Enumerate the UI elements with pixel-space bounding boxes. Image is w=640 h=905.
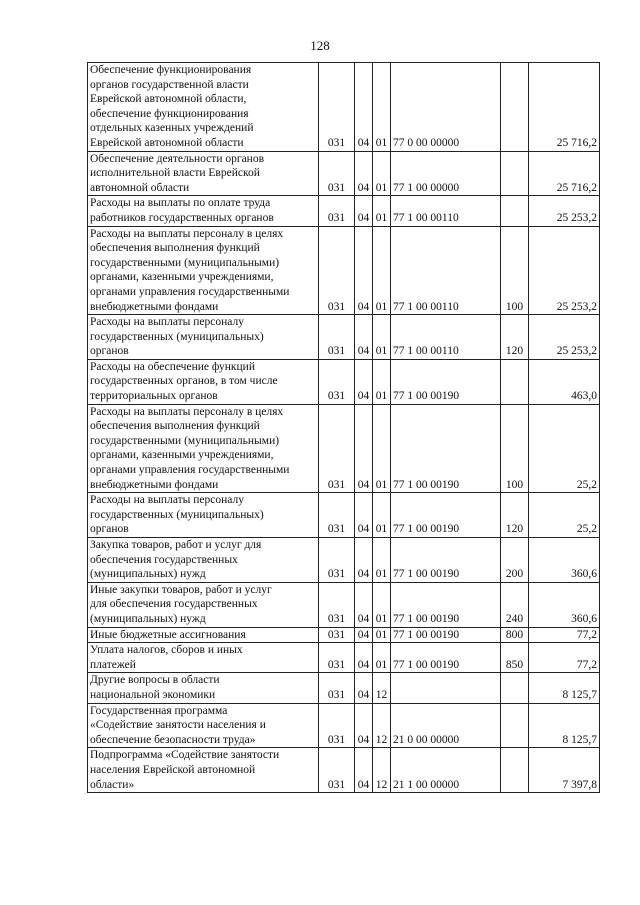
- cell-target-article: 77 1 00 00190: [391, 493, 501, 538]
- cell-target-article: 77 1 00 00190: [391, 359, 501, 404]
- cell-amount: 25 716,2: [529, 151, 600, 196]
- item-name-line: населения Еврейской автономной: [90, 763, 256, 776]
- cell-subsection: 01: [373, 627, 391, 643]
- budget-table-body: [88, 63, 600, 793]
- cell-grbs: 031: [319, 196, 355, 226]
- cell-target-article: 77 1 00 00190: [391, 627, 501, 643]
- cell-subsection: 01: [373, 538, 391, 583]
- cell-section: 04: [355, 538, 373, 583]
- item-name-line: территориальных органов: [90, 390, 218, 403]
- cell-expense-type: 850: [501, 643, 529, 673]
- item-name-line: органами, казенными учреждениями,: [90, 271, 274, 284]
- cell-target-article: 77 1 00 00190: [391, 404, 501, 493]
- cell-item-name: [88, 673, 319, 703]
- table-row: [88, 359, 600, 404]
- item-name-line: Расходы на обеспечение функций: [90, 360, 255, 373]
- cell-amount: 25,2: [529, 404, 600, 493]
- cell-subsection: 01: [373, 359, 391, 404]
- cell-item-name: [88, 151, 319, 196]
- cell-item-name: [88, 493, 319, 538]
- cell-subsection: 12: [373, 748, 391, 793]
- cell-grbs: 031: [319, 404, 355, 493]
- cell-section: 04: [355, 359, 373, 404]
- cell-grbs: 031: [319, 703, 355, 748]
- item-name-line: «Содействие занятости населения и: [90, 719, 266, 732]
- table-row: [88, 226, 600, 315]
- cell-expense-type: 120: [501, 493, 529, 538]
- item-name-line: для обеспечения государственных: [90, 598, 258, 611]
- cell-subsection: 01: [373, 151, 391, 196]
- table-row: [88, 673, 600, 703]
- cell-section: 04: [355, 673, 373, 703]
- cell-target-article: [391, 673, 501, 703]
- cell-grbs: 031: [319, 673, 355, 703]
- cell-grbs: 031: [319, 748, 355, 793]
- item-name-line: Еврейской автономной области: [90, 136, 244, 149]
- cell-item-name: [88, 643, 319, 673]
- cell-target-article: 77 0 00 00000: [391, 63, 501, 152]
- item-name-line: Иные закупки товаров, работ и услуг: [90, 583, 272, 596]
- item-name-line: обеспечение безопасности труда»: [90, 733, 256, 746]
- cell-target-article: 77 1 00 00190: [391, 643, 501, 673]
- cell-expense-type: 100: [501, 404, 529, 493]
- cell-subsection: 01: [373, 404, 391, 493]
- item-name-line: Расходы на выплаты персоналу: [90, 494, 244, 507]
- cell-item-name: [88, 538, 319, 583]
- cell-target-article: 77 1 00 00110: [391, 315, 501, 360]
- cell-expense-type: [501, 63, 529, 152]
- cell-target-article: 21 1 00 00000: [391, 748, 501, 793]
- cell-section: 04: [355, 315, 373, 360]
- cell-expense-type: [501, 673, 529, 703]
- cell-amount: 25,2: [529, 493, 600, 538]
- budget-table: [87, 62, 600, 793]
- item-name-line: автономной области: [90, 181, 190, 194]
- cell-section: 04: [355, 748, 373, 793]
- cell-subsection: 01: [373, 643, 391, 673]
- cell-expense-type: [501, 151, 529, 196]
- item-name-line: органов: [90, 345, 129, 358]
- cell-subsection: 01: [373, 63, 391, 152]
- cell-expense-type: [501, 748, 529, 793]
- cell-amount: 25 716,2: [529, 63, 600, 152]
- item-name-line: национальной экономики: [90, 688, 216, 701]
- cell-grbs: 031: [319, 493, 355, 538]
- item-name-line: Еврейской автономной области,: [90, 93, 247, 106]
- cell-target-article: 77 1 00 00110: [391, 226, 501, 315]
- cell-item-name: [88, 582, 319, 627]
- cell-item-name: [88, 315, 319, 360]
- cell-section: 04: [355, 226, 373, 315]
- cell-expense-type: 800: [501, 627, 529, 643]
- cell-expense-type: 100: [501, 226, 529, 315]
- cell-amount: 77,2: [529, 643, 600, 673]
- cell-target-article: 77 1 00 00190: [391, 538, 501, 583]
- cell-amount: 8 125,7: [529, 673, 600, 703]
- cell-grbs: 031: [319, 226, 355, 315]
- item-name-line: Расходы на выплаты по оплате труда: [90, 197, 271, 210]
- cell-section: 04: [355, 493, 373, 538]
- item-name-line: Государственная программа: [90, 704, 228, 717]
- item-name-line: работников государственных органов: [90, 211, 274, 224]
- cell-amount: 25 253,2: [529, 315, 600, 360]
- cell-section: 04: [355, 196, 373, 226]
- cell-amount: 25 253,2: [529, 196, 600, 226]
- cell-amount: 360,6: [529, 538, 600, 583]
- cell-item-name: [88, 226, 319, 315]
- item-name-line: органов: [90, 523, 129, 536]
- cell-section: 04: [355, 627, 373, 643]
- cell-amount: 7 397,8: [529, 748, 600, 793]
- cell-item-name: [88, 404, 319, 493]
- cell-section: 04: [355, 404, 373, 493]
- table-row: [88, 493, 600, 538]
- cell-expense-type: 200: [501, 538, 529, 583]
- item-name-line: отдельных казенных учреждений: [90, 122, 254, 135]
- item-name-line: органами управления государственными: [90, 285, 290, 298]
- cell-expense-type: 120: [501, 315, 529, 360]
- cell-item-name: [88, 196, 319, 226]
- item-name-line: Иные бюджетные ассигнования: [90, 628, 246, 641]
- item-name-line: органами управления государственными: [90, 464, 290, 477]
- cell-amount: 25 253,2: [529, 226, 600, 315]
- cell-subsection: 12: [373, 703, 391, 748]
- cell-grbs: 031: [319, 643, 355, 673]
- item-name-line: Другие вопросы в области: [90, 674, 220, 687]
- item-name-line: Подпрограмма «Содействие занятости: [90, 749, 280, 762]
- cell-target-article: 77 1 00 00110: [391, 196, 501, 226]
- item-name-line: Уплата налогов, сборов и иных: [90, 644, 243, 657]
- cell-grbs: 031: [319, 359, 355, 404]
- cell-item-name: [88, 748, 319, 793]
- cell-section: 04: [355, 582, 373, 627]
- cell-expense-type: [501, 703, 529, 748]
- item-name-line: обеспечения выполнения функций: [90, 242, 260, 255]
- cell-amount: 360,6: [529, 582, 600, 627]
- cell-expense-type: [501, 196, 529, 226]
- item-name-line: государственных органов, в том числе: [90, 375, 278, 388]
- cell-target-article: 77 1 00 00190: [391, 582, 501, 627]
- cell-item-name: [88, 63, 319, 152]
- cell-grbs: 031: [319, 151, 355, 196]
- item-name-line: обеспечения государственных: [90, 553, 238, 566]
- table-row: [88, 748, 600, 793]
- cell-subsection: 12: [373, 673, 391, 703]
- cell-grbs: 031: [319, 63, 355, 152]
- table-row: [88, 582, 600, 627]
- cell-amount: 77,2: [529, 627, 600, 643]
- table-row: [88, 315, 600, 360]
- table-row: [88, 404, 600, 493]
- item-name-line: внебюджетными фондами: [90, 300, 219, 313]
- cell-section: 04: [355, 703, 373, 748]
- table-row: [88, 196, 600, 226]
- table-row: [88, 703, 600, 748]
- item-name-line: органами, казенными учреждениями,: [90, 449, 274, 462]
- table-row: [88, 643, 600, 673]
- cell-subsection: 01: [373, 493, 391, 538]
- item-name-line: Обеспечение деятельности органов: [90, 152, 265, 165]
- cell-subsection: 01: [373, 315, 391, 360]
- item-name-line: государственных (муниципальных): [90, 508, 264, 521]
- cell-item-name: [88, 627, 319, 643]
- item-name-line: Обеспечение функционирования: [90, 64, 252, 76]
- item-name-line: государственными (муниципальными): [90, 434, 280, 447]
- table-row: [88, 627, 600, 643]
- item-name-line: органов государственной власти: [90, 78, 249, 91]
- item-name-line: платежей: [90, 658, 136, 671]
- table-row: [88, 63, 600, 152]
- cell-subsection: 01: [373, 582, 391, 627]
- item-name-line: (муниципальных) нужд: [90, 568, 206, 581]
- table-row: [88, 538, 600, 583]
- cell-target-article: 21 0 00 00000: [391, 703, 501, 748]
- cell-subsection: 01: [373, 196, 391, 226]
- item-name-line: Расходы на выплаты персоналу в целях: [90, 405, 284, 418]
- cell-grbs: 031: [319, 538, 355, 583]
- cell-expense-type: [501, 359, 529, 404]
- cell-expense-type: 240: [501, 582, 529, 627]
- cell-item-name: [88, 359, 319, 404]
- item-name-line: обеспечение функционирования: [90, 107, 249, 120]
- item-name-line: Закупка товаров, работ и услуг для: [90, 539, 262, 551]
- cell-amount: 8 125,7: [529, 703, 600, 748]
- cell-grbs: 031: [319, 582, 355, 627]
- cell-item-name: [88, 703, 319, 748]
- item-name-line: Расходы на выплаты персоналу в целях: [90, 227, 284, 240]
- cell-target-article: 77 1 00 00000: [391, 151, 501, 196]
- cell-subsection: 01: [373, 226, 391, 315]
- item-name-line: государственными (муниципальными): [90, 256, 280, 269]
- item-name-line: внебюджетными фондами: [90, 478, 219, 491]
- item-name-line: обеспечения выполнения функций: [90, 420, 260, 433]
- item-name-line: исполнительной власти Еврейской: [90, 167, 260, 180]
- cell-section: 04: [355, 151, 373, 196]
- cell-section: 04: [355, 63, 373, 152]
- item-name-line: государственных (муниципальных): [90, 330, 264, 343]
- cell-grbs: 031: [319, 627, 355, 643]
- item-name-line: Расходы на выплаты персоналу: [90, 316, 244, 329]
- page-number: 128: [310, 38, 330, 53]
- table-row: [88, 151, 600, 196]
- cell-amount: 463,0: [529, 359, 600, 404]
- item-name-line: области»: [90, 778, 135, 791]
- cell-section: 04: [355, 643, 373, 673]
- item-name-line: (муниципальных) нужд: [90, 612, 206, 625]
- cell-grbs: 031: [319, 315, 355, 360]
